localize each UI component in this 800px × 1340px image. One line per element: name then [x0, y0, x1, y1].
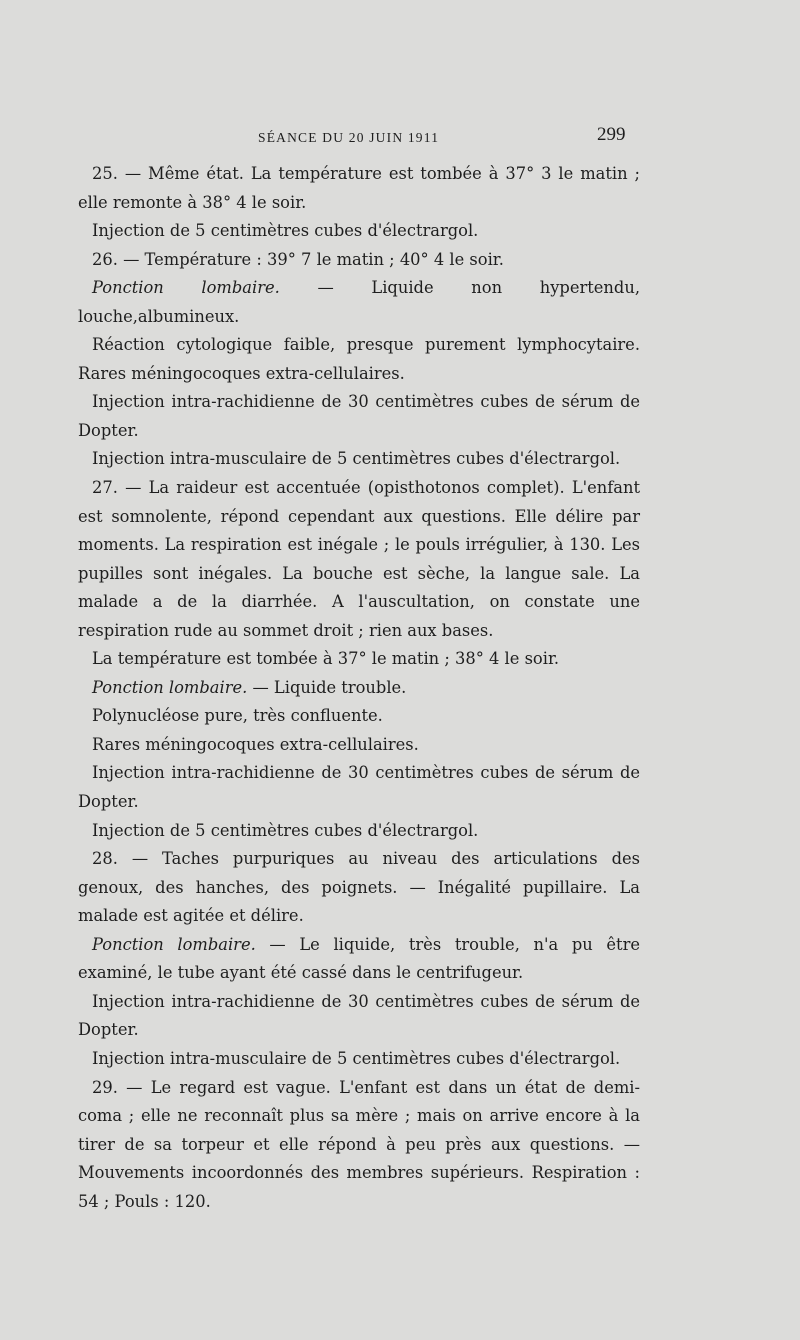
- paragraph: Injection intra-rachidienne de 30 centimètres cubes de sérum de Dopter.: [78, 991, 640, 1040]
- paragraph: Injection intra-rachidienne de 30 centimètres cubes de sérum de Dopter.: [78, 392, 640, 440]
- paragraph: 26. — Température : 39° 7 le matin ; 40° 4 le soir.: [92, 249, 504, 269]
- running-header: [0, 124, 800, 154]
- paragraph: Réaction cytologique faible, presque purement lymphocytaire. Rares méningocoques extra-cellulaires.: [78, 335, 640, 383]
- paragraph: Polynucléose pure, très confluente.: [92, 706, 383, 726]
- paragraph: Injection intra-rachidienne de 30 centimètres cubes de sérum de Dopter.: [78, 763, 640, 812]
- paragraph: 29. — Le regard est vague. L'enfant est dans un état de demi-coma ; elle ne reconnaît plus sa mère ; mais on arrive encore à la tirer de sa torpeur et elle répond à peu près aux questions. — Mouvements incoordonnés des membres supérieurs. Respiration : 54 ; Pouls : 120.: [78, 1077, 640, 1211]
- header-title: SÉANCE DU 20 JUIN 1911: [258, 130, 440, 145]
- paragraph: La température est tombée à 37° le matin ; 38° 4 le soir.: [92, 649, 560, 669]
- paragraph: Ponction lombaire. — Liquide non hypertendu, louche,albumineux.: [78, 278, 640, 326]
- paragraph: 25. — Même état. La température est tombée à 37° 3 le matin ; elle remonte à 38° 4 le soir.: [78, 164, 640, 212]
- paragraph: Ponction lombaire. — Liquide trouble.: [92, 677, 407, 697]
- paragraph: Injection intra-musculaire de 5 centimètres cubes d'électrargol.: [92, 1048, 621, 1068]
- paragraph: Injection de 5 centimètres cubes d'électrargol.: [92, 221, 479, 241]
- paragraph: 27. — La raideur est accentuée (opisthotonos complet). L'enfant est somnolente, répond cependant aux questions. Elle délire par moments. La respiration est inégale ; le pouls irrégulier, à 130. Les pupilles sont inégales. La bouche est sèche, la langue sale. La malade a de la diarrhée. A l'auscultation, on constate une respiration rude au sommet droit ; rien aux bases.: [78, 478, 640, 640]
- paragraph: Rares méningocoques extra-cellulaires.: [92, 734, 419, 754]
- paragraph: Ponction lombaire. — Le liquide, très trouble, n'a pu être examiné, le tube ayant été cassé dans le centrifugeur.: [78, 934, 640, 983]
- page-number: 299: [597, 124, 626, 145]
- body-text: [78, 160, 640, 1216]
- paragraph: Injection de 5 centimètres cubes d'électrargol.: [92, 820, 479, 840]
- paragraph: 28. — Taches purpuriques au niveau des articulations des genoux, des hanches, des poignets. — Inégalité pupillaire. La malade est agitée et délire.: [78, 849, 640, 926]
- paragraph: Injection intra-musculaire de 5 centimètres cubes d'électrargol.: [92, 449, 621, 469]
